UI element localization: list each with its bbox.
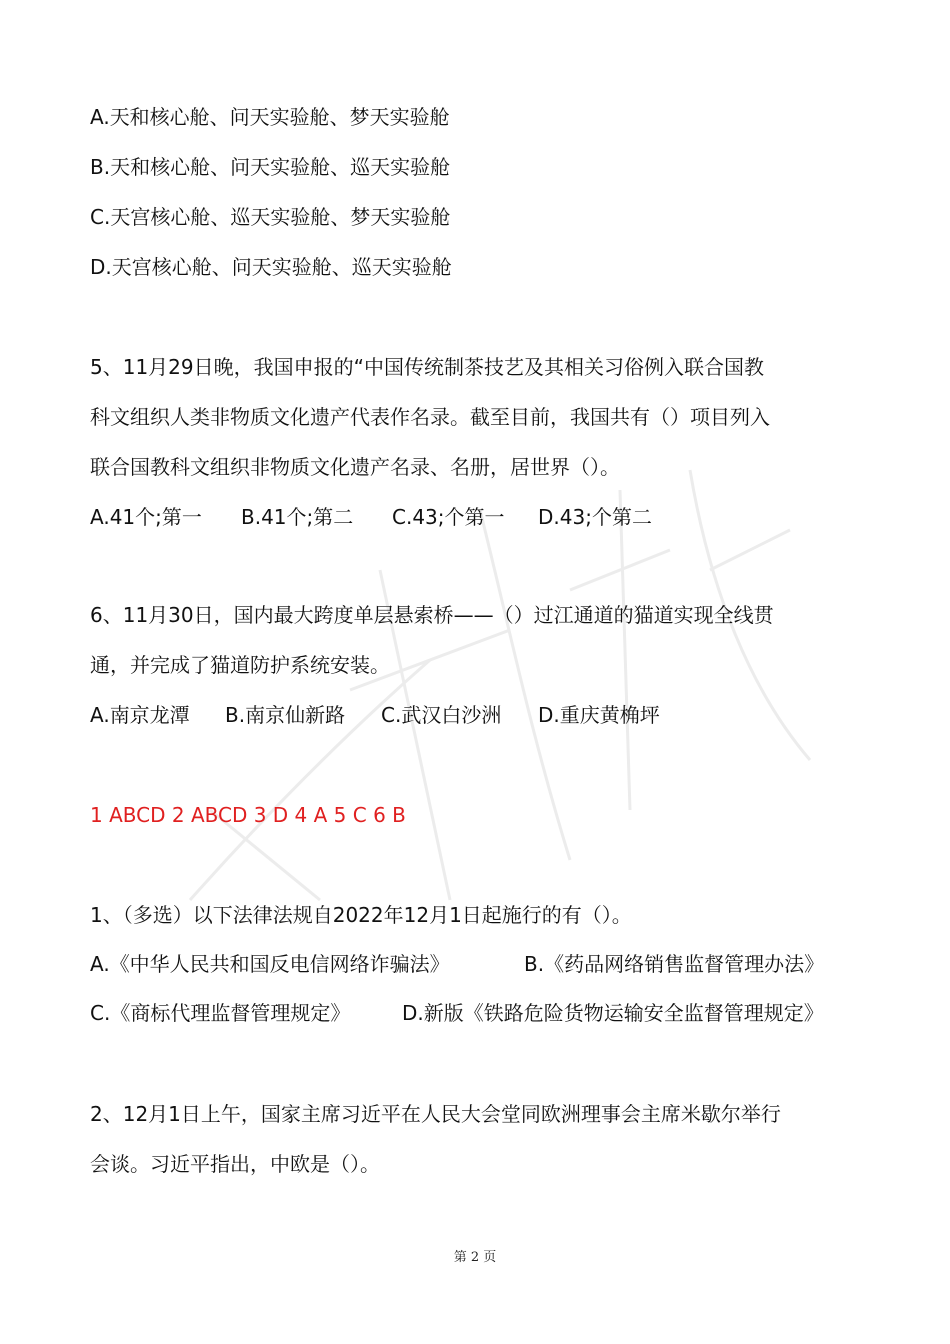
nq2-text-line-2: 会谈。习近平指出，中欧是（）。	[90, 1152, 380, 1176]
q4-option-a: A.天和核心舱、问天实验舱、梦天实验舱	[90, 105, 450, 129]
q5-options	[90, 504, 652, 530]
nq1-options-row-2	[90, 1000, 824, 1026]
q5-option-b: B.41个;第二	[241, 505, 354, 529]
q4-option-c: C.天宫核心舱、巡天实验舱、梦天实验舱	[90, 205, 451, 229]
q5-option-c: C.43;个第一	[392, 505, 505, 529]
q5-text-line-1: 5、11月29日晚，我国申报的“中国传统制茶技艺及其相关习俗例入联合国教	[90, 355, 764, 379]
page-number: 第 2 页	[453, 1250, 497, 1265]
q6-option-d: D.重庆黄桷坪	[538, 703, 660, 727]
q6-text-line-1: 6、11月30日，国内最大跨度单层悬索桥——（）过江通道的猫道实现全线贯	[90, 603, 774, 627]
q5-text-line-2: 科文组织人类非物质文化遗产代表作名录。截至目前，我国共有（）项目列入	[90, 405, 770, 429]
q6-text-line-2: 通，并完成了猫道防护系统安装。	[90, 653, 390, 677]
nq1-text: 1、（多选）以下法律法规自2022年12月1日起施行的有（）。	[90, 903, 632, 927]
nq1-options-row-1	[90, 951, 824, 977]
q6-option-a: A.南京龙潭	[90, 703, 190, 727]
q5-option-a: A.41个;第一	[90, 505, 202, 529]
q4-option-d: D.天宫核心舱、问天实验舱、巡天实验舱	[90, 255, 452, 279]
nq1-option-c: C.《商标代理监督管理规定》	[90, 1001, 351, 1025]
q6-options	[90, 702, 660, 728]
nq1-option-d: D.新版《铁路危险货物运输安全监督管理规定》	[402, 1001, 824, 1025]
nq1-option-a: A.《中华人民共和国反电信网络诈骗法》	[90, 952, 450, 976]
q6-option-b: B.南京仙新路	[225, 703, 346, 727]
q5-option-d: D.43;个第二	[538, 505, 652, 529]
nq1-option-b: B.《药品网络销售监督管理办法》	[524, 952, 825, 976]
nq2-text-line-1: 2、12月1日上午，国家主席习近平在人民大会堂同欧洲理事会主席米歇尔举行	[90, 1102, 781, 1126]
q4-option-b: B.天和核心舱、问天实验舱、巡天实验舱	[90, 155, 451, 179]
q6-option-c: C.武汉白沙洲	[381, 703, 502, 727]
answer-key: 1 ABCD 2 ABCD 3 D 4 A 5 C 6 B	[90, 803, 406, 827]
q5-text-line-3: 联合国教科文组织非物质文化遗产名录、名册，居世界（）。	[90, 455, 620, 479]
